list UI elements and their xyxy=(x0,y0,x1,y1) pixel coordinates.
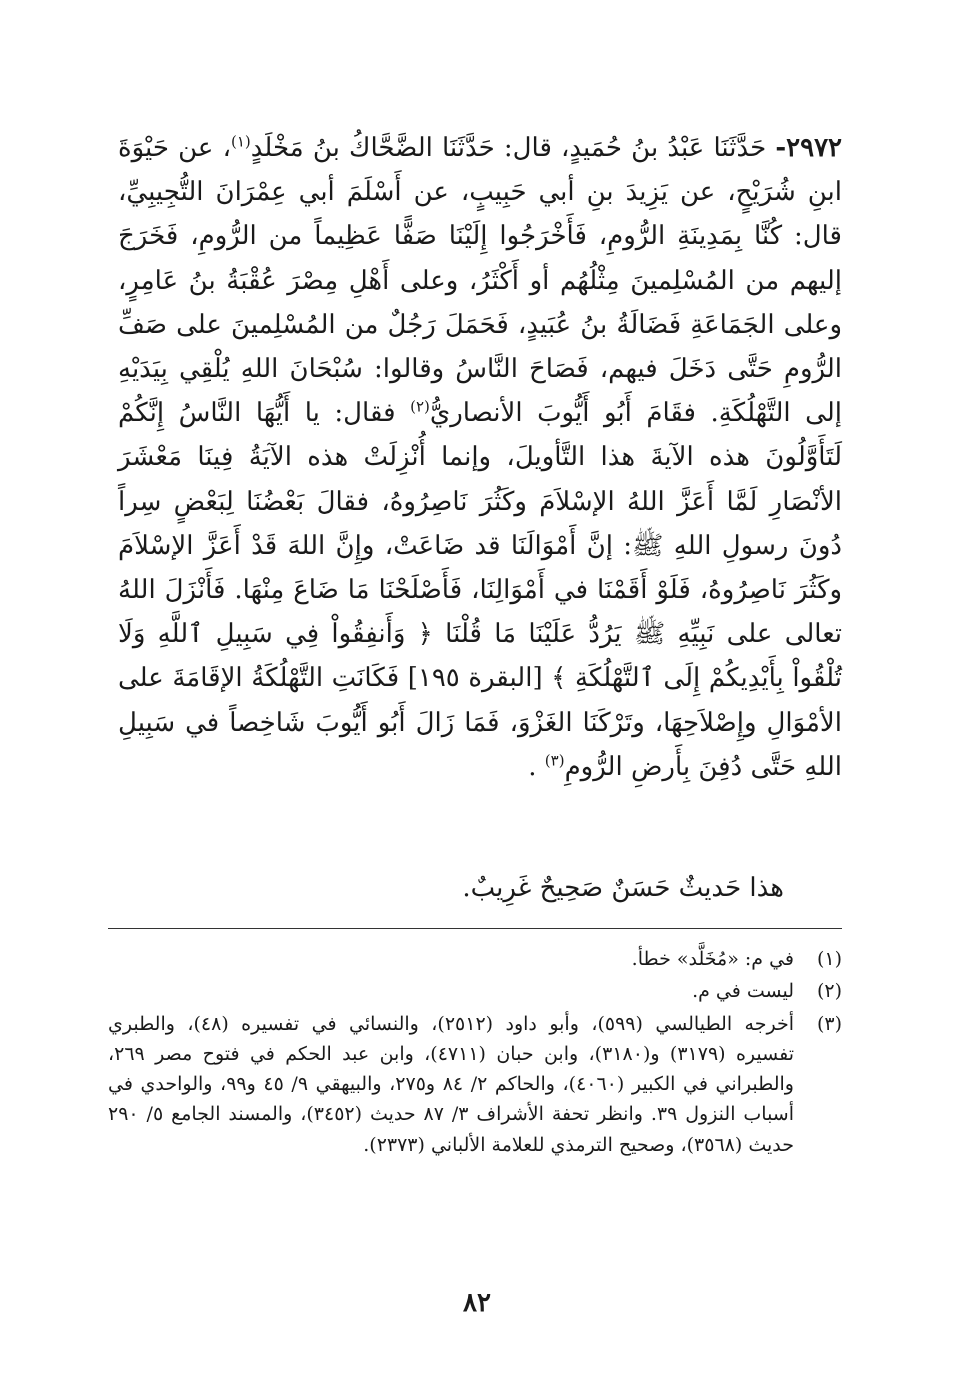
hadith-text-part-2: ، عن حَيْوَةَ ابنِ شُرَيْحٍ، عن يَزِيدَ بنِ أبي حَبِيبٍ، عن أَسْلَمَ أبي عِمْرَانَ التُّجِيبِيِّ، قال: كُنَّا بِمَدِينَةِ الرُّومِ، فَأَخْرَجُوا إِلَيْنَا صَفًّا عَظِيماً من الرُّومِ، فَخَرَجَ إليهم من المُسْلِمينَ مِثْلُهُم أو أَكْثَرُ، وعلى أَهْلِ مِصْرَ عُقْبَةُ بنُ عَامِرٍ، وعلى الجَمَاعَةِ فَضَالَةُ بنُ عُبَيدٍ، فَحَمَلَ رَجُلٌ من المُسْلِمينَ على صَفِّ الرُّومِ حَتَّى دَخَلَ فيهم، فَصَاحَ النَّاسُ وقالوا: سُبْحَانَ اللهِ يُلْقِي بِيَدَيْهِ إلى التَّهْلُكَةِ. فقَامَ أَبُو أَيُّوبَ الأنصاريُّ xyxy=(118,133,842,429)
hadith-text-part-1: حَدَّثَنَا عَبْدُ بنُ حُمَيدٍ، قال: حَدَّثَنَا الضَّحَّاكُ بنُ مَخْلَدٍ xyxy=(250,133,776,163)
footnote-1 xyxy=(108,944,842,974)
hadith-paragraph xyxy=(118,126,842,789)
footnote-text: ليست في م. xyxy=(692,980,794,1003)
footnote-ref-3: (٣) xyxy=(544,751,565,770)
hadith-number: ٢٩٧٢- xyxy=(775,133,842,163)
footnote-3 xyxy=(108,1009,842,1160)
hadith-text xyxy=(118,126,842,789)
page-number: ٨٢ xyxy=(463,1288,491,1318)
footnote-2 xyxy=(108,976,842,1006)
footnote-number: (٣) xyxy=(816,1012,842,1035)
footnote-text: أخرجه الطيالسي (٥٩٩)، وأبو داود (٢٥١٢)، والنسائي في تفسيره (٤٨)، والطبري تفسيره (٣١٧٩) و(٣١٨٠)، وابن حبان (٤٧١١)، وابن عبد الحكم في فتوح مصر ٢٦٩، والطبراني في الكبير (٤٠٦٠)، والحاكم ٢/ ٨٤ و٢٧٥، والبيهقي ٩/ ٤٥ و٩٩، والواحدي في أسباب النزول ٣٩. وانظر تحفة الأشراف ٣/ ٨٧ حديث (٣٤٥٢)، والمسند الجامع ٥/ ٢٩٠ حديث (٣٥٦٨)، وصحيح الترمذي للعلامة الألباني (٢٣٧٣). xyxy=(108,1012,795,1156)
footnote-text: في م: «مُخَلَّد» خطأ. xyxy=(631,948,794,970)
hadith-text-part-3: فقال: يا أَيُّهَا النَّاسُ إِنَّكُمْ لَتَأَوَّلُونَ هذه الآيةَ هذا التَّأويلَ، وإنما أُنْزِلَتْ هذه الآيَةُ فِينَا مَعْشَرَ الأنْصَارِ لَمَّا أَعَزَّ اللهُ الإسْلاَمَ وكَثُرَ نَاصِرُوهُ، فقالَ بَعْضُنَا لِبَعْضٍ سِراً دُونَ رسولِ اللهِ ﷺ: إنَّ أَمْوَالَنَا قد ضَاعَتْ، وإِنَّ اللهَ قَدْ أَعَزَّ الإسْلاَمَ وكَثُرَ نَاصِرُوهُ، فَلَوْ أَقَمْنَا في أَمْوَالِنَا، فَأَصْلَحْنَا مَا ضَاعَ مِنْهَا. فَأَنْزَلَ اللهُ تعالى على نَبِيِّهِ ﷺ يَرُدُّ عَلَيْنَا مَا قُلْنَا ﴿ وَأَنفِقُواْ فِي سَبِيلِ ٱللَّهِ وَلَا تُلْقُواْ بِأَيْدِيكُمْ إِلَى ٱلتَّهْلُكَةِ ﴾ [البقرة ١٩٥] فَكَانَتِ التَّهْلُكَةُ الإقَامَةَ على الأمْوَالِ وإِصْلاَحِهَا، وتَرْكَنَا الغَزْوَ، فَمَا زَالَ أَبُو أَيُّوبَ شَاخِصاً في سَبِيلِ اللهِ حَتَّى دُفِنَ بِأَرضِ الرُّومِ xyxy=(118,398,842,782)
footnote-ref-2: (٢) xyxy=(410,397,430,416)
hadith-text-part-4: . xyxy=(528,751,545,782)
footnote-ref-1: (١) xyxy=(230,132,251,151)
footnotes xyxy=(108,944,842,1162)
footnote-divider xyxy=(108,928,842,929)
hadith-grade: هذا حَديثٌ حَسَنٌ صَحِيحٌ غَرِيبٌ. xyxy=(462,873,784,903)
footnote-number: (٢) xyxy=(816,980,842,1003)
footnote-number: (١) xyxy=(816,948,842,970)
